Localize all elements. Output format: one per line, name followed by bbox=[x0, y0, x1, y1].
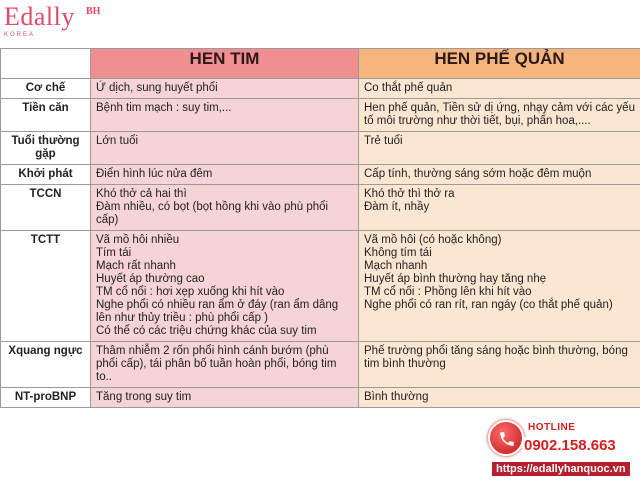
hen-phe-quan-cell bbox=[359, 342, 640, 388]
cell-line: Phế trường phổi tăng sáng hoặc bình thường, bóng tim bình thường bbox=[364, 345, 628, 370]
cell-line: Lớn tuổi bbox=[96, 135, 139, 147]
hen-phe-quan-cell bbox=[359, 79, 640, 99]
hen-tim-cell bbox=[91, 231, 359, 342]
hen-tim-cell bbox=[91, 388, 359, 408]
cell-line: Ứ dịch, sung huyết phổi bbox=[96, 82, 218, 94]
cell-line: TM cổ nổi : Phồng lên khi hít vào bbox=[364, 286, 532, 298]
cell-line: Trẻ tuổi bbox=[364, 135, 403, 147]
cell-line: Vã mồ hôi (có hoặc không) bbox=[364, 234, 502, 246]
hen-tim-cell bbox=[91, 99, 359, 132]
cell-line: Không tím tái bbox=[364, 247, 432, 259]
comparison-table bbox=[0, 48, 640, 408]
cell-line: Đàm ít, nhầy bbox=[364, 201, 430, 213]
cell-line: Khó thở cả hai thì bbox=[96, 188, 187, 200]
cell-line: Tím tái bbox=[96, 247, 132, 259]
hen-tim-cell bbox=[91, 342, 359, 388]
row-label: Tiền căn bbox=[1, 99, 91, 132]
hen-phe-quan-cell bbox=[359, 231, 640, 342]
table-row bbox=[1, 132, 640, 165]
header-hen-phe-quan: HEN PHẾ QUẢN bbox=[359, 49, 640, 79]
cell-line: Hen phế quản, Tiền sử dị ứng, nhạy cảm với các yếu tố môi trường như thời tiết, bụi, phấn hoa,.... bbox=[364, 102, 635, 127]
cell-line: Nghe phổi có ran rít, ran ngáy (co thắt phế quản) bbox=[364, 299, 613, 311]
table-row bbox=[1, 342, 640, 388]
brand-name: Edally bbox=[4, 2, 75, 31]
cell-line: Mạch rất nhanh bbox=[96, 260, 176, 272]
table-header-row bbox=[1, 49, 640, 79]
brand-subtitle: KOREA bbox=[4, 32, 36, 38]
cell-line: Mạch nhanh bbox=[364, 260, 428, 272]
cell-line: Điển hình lúc nửa đêm bbox=[96, 168, 213, 180]
cell-line: Bệnh tim mạch : suy tim,... bbox=[96, 102, 232, 114]
hen-tim-cell bbox=[91, 79, 359, 99]
cell-line: Nghe phổi có nhiều ran ẩm ở đáy (ran ẩm dâng lên như thủy triều : phù phổi cấp ) bbox=[96, 299, 339, 324]
hen-phe-quan-cell bbox=[359, 99, 640, 132]
header-hen-tim: HEN TIM bbox=[91, 49, 359, 79]
hotline-badge[interactable] bbox=[484, 416, 640, 480]
website-link[interactable]: https://edallyhanquoc.vn bbox=[492, 462, 630, 476]
cell-line: Cấp tính, thường sáng sớm hoặc đêm muộn bbox=[364, 168, 592, 180]
header-corner bbox=[1, 49, 91, 79]
cell-line: Tăng trong suy tim bbox=[96, 391, 192, 403]
table-row bbox=[1, 99, 640, 132]
row-label: Tuổi thường gặp bbox=[1, 132, 91, 165]
table-row bbox=[1, 185, 640, 231]
hen-phe-quan-cell bbox=[359, 165, 640, 185]
brand-logo bbox=[4, 4, 104, 48]
hen-phe-quan-cell bbox=[359, 388, 640, 408]
cell-line: Thâm nhiễm 2 rốn phổi hình cánh bướm (phù phổi cấp), tái phân bố tuần hoàn phổi, bóng tim to.. bbox=[96, 345, 337, 383]
row-label: TCTT bbox=[1, 231, 91, 342]
table-row bbox=[1, 79, 640, 99]
row-label: TCCN bbox=[1, 185, 91, 231]
cell-line: Có thể có các triệu chứng khác của suy tim bbox=[96, 325, 317, 337]
hotline-label: HOTLINE bbox=[528, 422, 576, 433]
hen-tim-cell bbox=[91, 165, 359, 185]
row-label: Xquang ngực bbox=[1, 342, 91, 388]
cell-line: Đàm nhiều, có bọt (bọt hồng khi vào phù phổi cấp) bbox=[96, 201, 329, 226]
table-row bbox=[1, 388, 640, 408]
cell-line: Huyết áp thường cao bbox=[96, 273, 205, 285]
table-row bbox=[1, 165, 640, 185]
cell-line: Khó thở thì thở ra bbox=[364, 188, 455, 200]
row-label: Cơ chế bbox=[1, 79, 91, 99]
cell-line: TM cổ nổi : hơi xẹp xuống khi hít vào bbox=[96, 286, 285, 298]
hen-phe-quan-cell bbox=[359, 132, 640, 165]
row-label: Khởi phát bbox=[1, 165, 91, 185]
hen-phe-quan-cell bbox=[359, 185, 640, 231]
cell-line: Vã mồ hôi nhiều bbox=[96, 234, 180, 246]
table-row bbox=[1, 231, 640, 342]
row-label: NT-proBNP bbox=[1, 388, 91, 408]
hen-tim-cell bbox=[91, 132, 359, 165]
hotline-number[interactable]: 0902.158.663 bbox=[524, 437, 616, 454]
cell-line: Bình thường bbox=[364, 391, 429, 403]
cell-line: Huyết áp bình thường hay tăng nhẹ bbox=[364, 273, 547, 285]
cell-line: Co thắt phế quản bbox=[364, 82, 453, 94]
brand-badge: BH bbox=[86, 6, 101, 17]
hen-tim-cell bbox=[91, 185, 359, 231]
phone-icon bbox=[488, 420, 524, 456]
